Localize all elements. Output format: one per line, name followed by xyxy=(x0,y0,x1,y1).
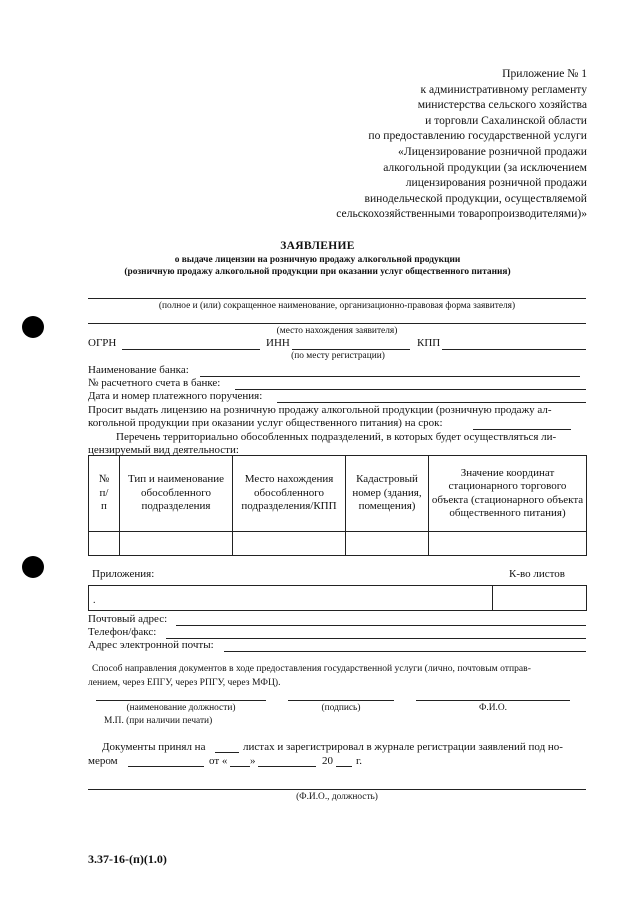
attachments-divider xyxy=(492,586,493,610)
date-day-field[interactable] xyxy=(230,766,250,767)
table-cell[interactable] xyxy=(346,532,429,556)
bank-account-field[interactable] xyxy=(235,389,586,390)
delivery-method-text-2: лением, через ЕПГУ, через РПГУ, через МФЦ). xyxy=(88,677,281,688)
attachments-label: Приложения: xyxy=(92,568,155,580)
fio-caption: Ф.И.О. xyxy=(479,703,507,713)
request-text-2: когольной продукции при оказании услуг общественного питания) на срок: xyxy=(88,417,443,429)
attachments-box[interactable] xyxy=(88,585,587,611)
postal-address-label: Почтовый адрес: xyxy=(88,613,168,625)
column-header-cadastral: Кадастровый номер (здания, помещения) xyxy=(346,456,429,532)
appendix-line: «Лицензирование розничной продажи xyxy=(398,144,587,158)
attachments-first-cell: . xyxy=(93,595,96,606)
appendix-line: Приложение № 1 xyxy=(502,67,587,80)
accepted-by-caption: (Ф.И.О., должность) xyxy=(296,792,378,802)
postal-address-field[interactable] xyxy=(176,625,586,626)
signature-field[interactable] xyxy=(288,700,394,701)
accepted-text-start: Документы принял на xyxy=(102,741,206,753)
subdivisions-table xyxy=(88,455,587,556)
appendix-line: по предоставлению государственной услуги xyxy=(368,129,587,143)
inn-label: ИНН xyxy=(266,337,290,349)
accepted-by-field[interactable] xyxy=(88,789,586,790)
accepted-text-end: листах и зарегистрировал в журнале регистрации заявлений под но- xyxy=(243,741,563,753)
bank-name-field[interactable] xyxy=(200,376,580,377)
number-label: мером xyxy=(88,755,118,767)
appendix-line: к административному регламенту xyxy=(420,82,587,96)
appendix-line: сельскохозяйственными товаропроизводителями)» xyxy=(336,207,587,221)
table-row[interactable] xyxy=(89,532,587,556)
appendix-block xyxy=(336,66,587,222)
table-header-row xyxy=(89,456,587,532)
kpp-field[interactable] xyxy=(442,349,586,350)
delivery-method-text: Способ направления документов в ходе предоставления государственной услуги (лично, почтовым отправ- xyxy=(92,663,531,674)
table-cell[interactable] xyxy=(429,532,587,556)
appendix-line: министерства сельского хозяйства xyxy=(417,98,587,112)
list-text: Перечень территориально обособленных подразделений, в которых будет осуществляться ли- xyxy=(116,431,557,443)
stamp-caption: М.П. (при наличии печати) xyxy=(104,716,213,726)
appendix-line: и торговли Сахалинской области xyxy=(425,113,587,127)
sheet-count-label: К-во листов xyxy=(509,568,565,580)
email-label: Адрес электронной почты: xyxy=(88,639,214,651)
form-code: 3.37-16-(п)(1.0) xyxy=(88,852,167,866)
list-text-2: цензируемый вид деятельности: xyxy=(88,444,239,456)
date-year-suffix: г. xyxy=(356,755,363,767)
signature-caption: (подпись) xyxy=(321,703,361,713)
table-cell[interactable] xyxy=(233,532,346,556)
sheets-count-field[interactable] xyxy=(215,752,239,753)
ogrn-label: ОГРН xyxy=(88,337,117,349)
phone-field[interactable] xyxy=(166,638,586,639)
payment-order-field[interactable] xyxy=(277,402,586,403)
date-month-field[interactable] xyxy=(258,766,316,767)
payment-order-label: Дата и номер платежного поручения: xyxy=(88,390,263,402)
appendix-line: алкогольной продукции (за исключением xyxy=(383,160,587,174)
applicant-name-caption: (полное и (или) сокращенное наименование, организационно-правовая форма заявителя) xyxy=(158,301,516,311)
document-subtitle: о выдаче лицензии на розничную продажу алкогольной продукции xyxy=(174,255,461,265)
position-caption: (наименование должности) xyxy=(126,703,236,713)
date-quote-close: » xyxy=(250,755,256,767)
appendix-line: лицензирования розничной продажи xyxy=(405,176,587,190)
appendix-line: винодельческой продукции, осуществляемой xyxy=(364,191,587,205)
applicant-name-line[interactable] xyxy=(88,298,586,299)
applicant-location-line[interactable] xyxy=(88,323,586,324)
punch-hole-bottom xyxy=(22,556,44,578)
date-year-field[interactable] xyxy=(336,766,352,767)
column-header-type: Тип и наименование обособленного подразделения xyxy=(120,456,233,532)
column-header-coordinates: Значение координат стационарного торгового объекта (стационарного объекта общественного питания) xyxy=(429,456,587,532)
license-term-field[interactable] xyxy=(473,429,571,430)
bank-account-label: № расчетного счета в банке: xyxy=(88,377,221,389)
column-header-location: Место нахождения обособленного подразделения/КПП xyxy=(233,456,346,532)
registration-number-field[interactable] xyxy=(128,766,204,767)
position-field[interactable] xyxy=(96,700,266,701)
ogrn-field[interactable] xyxy=(122,349,260,350)
registration-caption: (по месту регистрации) xyxy=(291,351,385,361)
bank-name-label: Наименование банка: xyxy=(88,364,189,376)
phone-label: Телефон/факс: xyxy=(88,626,157,638)
date-from-label: от « xyxy=(209,755,228,767)
fio-field[interactable] xyxy=(416,700,570,701)
request-text: Просит выдать лицензию на розничную продажу алкогольной продукции (розничную продажу ал- xyxy=(88,404,552,416)
inn-field[interactable] xyxy=(292,349,410,350)
applicant-location-caption: (место нахождения заявителя) xyxy=(276,326,398,336)
document-title: ЗАЯВЛЕНИЕ xyxy=(280,240,355,252)
document-subtitle-2: (розничную продажу алкогольной продукции при оказании услуг общественного питания) xyxy=(124,267,511,277)
kpp-label: КПП xyxy=(417,337,441,349)
table-cell[interactable] xyxy=(89,532,120,556)
email-field[interactable] xyxy=(224,651,586,652)
date-year-prefix: 20 xyxy=(322,755,333,767)
table-cell[interactable] xyxy=(120,532,233,556)
column-header-number: № п/п xyxy=(89,456,120,532)
punch-hole-top xyxy=(22,316,44,338)
